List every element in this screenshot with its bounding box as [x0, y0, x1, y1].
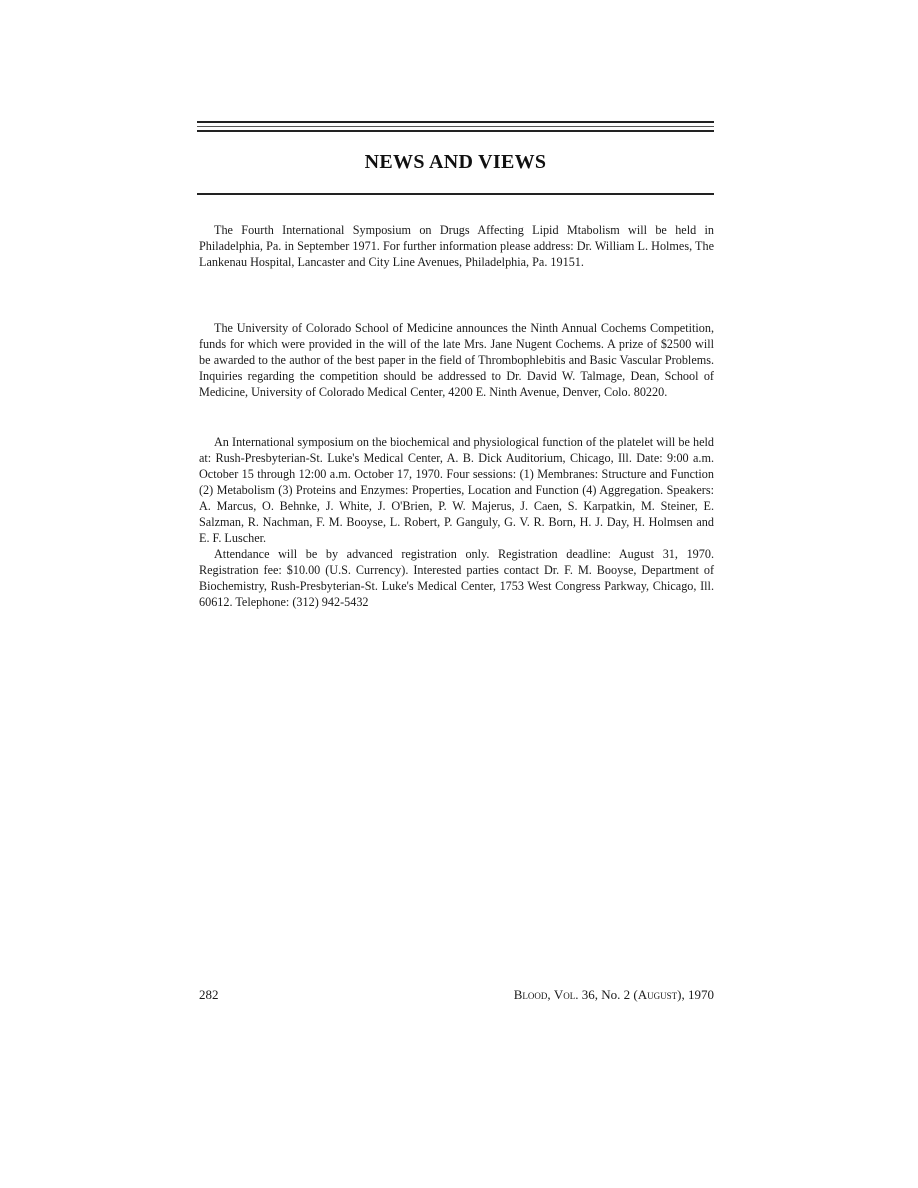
section-title: NEWS AND VIEWS [364, 151, 547, 173]
news-item-platelet-symposium [199, 434, 714, 610]
news-paragraph: An International symposium on the biochemical and physiological function of the platelet will be held at: Rush-Presbyterian-St. Luke's Medical Center, A. B. Dick Auditorium, Chicago, Ill. Date: 9:00 a.m. October 15 through 12:00 a.m. October 17, 1970. Four sessions: (1) Membranes: Structure and Function (2) Metabolism (3) Proteins and Enzymes: Properties, Location and Function (4) Aggregation. Speakers: A. Marcus, O. Behnke, J. White, J. O'Brien, P. W. Majerus, J. Caen, S. Karpatkin, M. Steiner, E. Salzman, R. Nachman, F. M. Booyse, L. Robert, P. Ganguly, G. V. R. Born, H. J. Day, H. Holmsen and E. F. Luscher. [199, 435, 714, 545]
header-rule-middle [197, 126, 714, 127]
page-number: 282 [199, 987, 219, 1002]
header-rule-top [197, 121, 714, 123]
news-item-cochems-competition [199, 320, 714, 400]
page-footer [199, 987, 714, 1007]
news-paragraph-registration: Attendance will be by advanced registration only. Registration deadline: August 31, 1970. Registration fee: $10.00 (U.S. Currency). Interested parties contact Dr. F. M. Booyse, Department of Biochemistry, Rush-Presbyterian-St. Luke's Medical Center, 1753 West Congress Parkway, Chicago, Ill. 60612. Telephone: (312) 942-5432 [199, 547, 714, 609]
issue-year: ), 1970 [677, 987, 714, 1002]
volume-label: Vol. [553, 987, 579, 1002]
journal-citation: Blood, Vol. 36, No. 2 (August), 1970 [513, 987, 714, 1002]
issue-month: August [637, 987, 678, 1002]
news-paragraph: The Fourth International Symposium on Drugs Affecting Lipid Mtabolism will be held in Philadelphia, Pa. in September 1971. For further information please address: Dr. William L. Holmes, The Lankenau Hospital, Lancaster and City Line Avenues, Philadelphia, Pa. 19151. [199, 223, 714, 269]
news-paragraph: The University of Colorado School of Medicine announces the Ninth Annual Cochems Competition, funds for which were provided in the will of the late Mrs. Jane Nugent Cochems. A prize of $2500 will be awarded to the author of the best paper in the field of Thrombophlebitis and Basic Vascular Problems. Inquiries regarding the competition should be addressed to Dr. David W. Talmage, Dean, School of Medicine, University of Colorado Medical Center, 4200 E. Ninth Avenue, Denver, Colo. 80220. [199, 321, 714, 399]
news-item-lipid-symposium [199, 222, 714, 270]
title-underline-rule [197, 193, 714, 195]
journal-name: Blood [513, 987, 548, 1002]
volume-number: 36, No. 2 ( [581, 987, 638, 1002]
header-rule-lower [197, 130, 714, 132]
